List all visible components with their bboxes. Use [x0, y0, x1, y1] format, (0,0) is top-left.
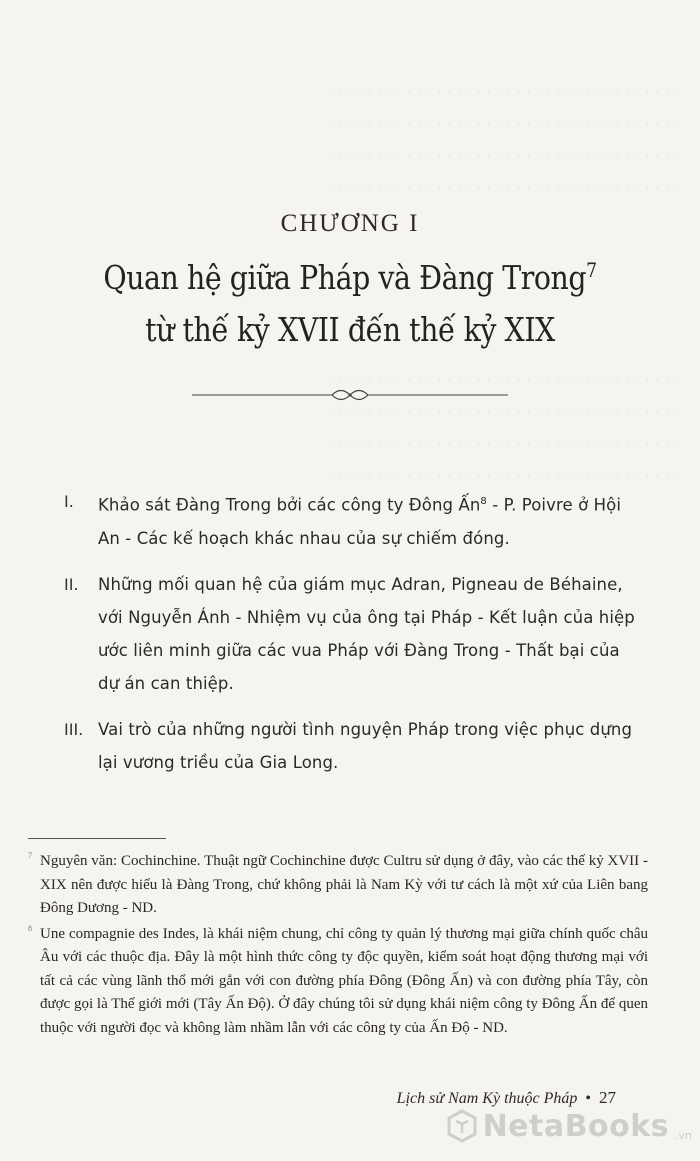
toc-number: I.	[64, 492, 74, 511]
toc-item	[64, 713, 642, 779]
toc-item	[64, 568, 642, 700]
footnote-text: Une compagnie des Indes, là khái niệm chung, chỉ công ty quản lý thương mại giữa chính quốc châu Âu với các thuộc địa. Đây là một hình thức công ty độc quyền, kiểm soát hoạt động thương mại với tất cả các vùng lãnh thổ mới gắn với con đường phía Đông (Đông Ấn) và con đường phía Tây, còn được gọi là Thế giới mới (Tây Ấn Độ). Ở đây chúng tôi sử dụng khái niệm công ty Đông Ấn để quen thuộc với người đọc và không làm nhầm lẫn với các công ty của Ấn Độ - ND.	[40, 925, 648, 1036]
footnote	[28, 850, 648, 921]
toc-text: Những mối quan hệ của giám mục Adran, Pigneau de Béhaine, với Nguyễn Ánh - Nhiệm vụ của ông tại Pháp - Kết luận của hiệp ước liên minh giữa các vua Pháp với Đàng Trong - Thất bại của dự án can thiệp.	[98, 574, 635, 693]
footnote-ref[interactable]: 8	[480, 496, 487, 507]
toc-number: II.	[64, 574, 79, 594]
chapter-title-text-1: Quan hệ giữa Pháp và Đàng Trong	[103, 258, 587, 297]
toc-text	[98, 485, 642, 555]
watermark-brand: NetaBooks	[482, 1108, 670, 1144]
footnote-divider	[28, 838, 166, 839]
toc-item	[64, 485, 642, 555]
chapter-label: CHƯƠNG I	[280, 210, 420, 237]
chapter-contents-list	[64, 485, 642, 792]
running-title: Lịch sử Nam Kỳ thuộc Pháp	[396, 1090, 578, 1107]
toc-text: Vai trò của những người tình nguyện Pháp trong việc phục dựng lại vương triều của Gia Long.	[98, 719, 633, 772]
bleed-through-text: · · · · · · · · · · · · · · · · · · · · · · · · · · · · · · · · · · · · · · · · · · · · · · · · · · · · · · · · · · · · · · · · · · · · · · · · · · · · · · · · · · · · · · · · · · · · · · · · · · · · · · · · · · · · · · · · · · · · · · · · · · · · · · · · · · · · · · · · · · · · · · · · · · · · · · · · · · · · · · · · · · · · · · · · · · · · · · · · · · · · · · · · · · · · · · · · · · · · · · · · · · · · · · · · · · · · · · · · · · · · · · · · · · · · · · · · · · · · · · · · · · · · · · · · · · · · · · · · · · · · · · · · · · · · · · · · · · · · · · · · · · · · · · · ·	[327, 82, 680, 485]
page-number: 27	[599, 1088, 616, 1107]
watermark-suffix: .vn	[675, 1129, 692, 1142]
footnote	[28, 923, 648, 1041]
toc-text-main: Khảo sát Đàng Trong bởi các công ty Đông Ấn	[98, 495, 481, 515]
footnote-mark: 7	[28, 851, 32, 860]
book-logo-icon	[447, 1109, 477, 1143]
footer-separator: •	[585, 1090, 591, 1107]
watermark	[447, 1106, 692, 1146]
chapter-title-line-1	[49, 258, 651, 297]
footnote-text: Nguyên văn: Cochinchine. Thuật ngữ Cochinchine được Cultru sử dụng ở đây, vào các thế kỷ XVII - XIX nên được hiểu là Đàng Trong, chứ không phải là Nam Kỳ với tư cách là một xứ của Liên bang Đông Dương - ND.	[40, 853, 648, 916]
chapter-title-line-2: từ thế kỷ XVII đến thế kỷ XIX	[145, 310, 555, 349]
title-footnote-ref[interactable]: 7	[586, 258, 597, 282]
toc-text-rest: - P. Poivre ở Hội An - Các kế hoạch khác nhau của sự chiếm đóng.	[98, 495, 622, 548]
toc-number: III.	[64, 719, 84, 739]
ornament-divider	[192, 388, 508, 402]
footnote-mark: 8	[28, 923, 32, 933]
footnotes	[28, 850, 648, 1042]
page-footer	[397, 1088, 616, 1108]
